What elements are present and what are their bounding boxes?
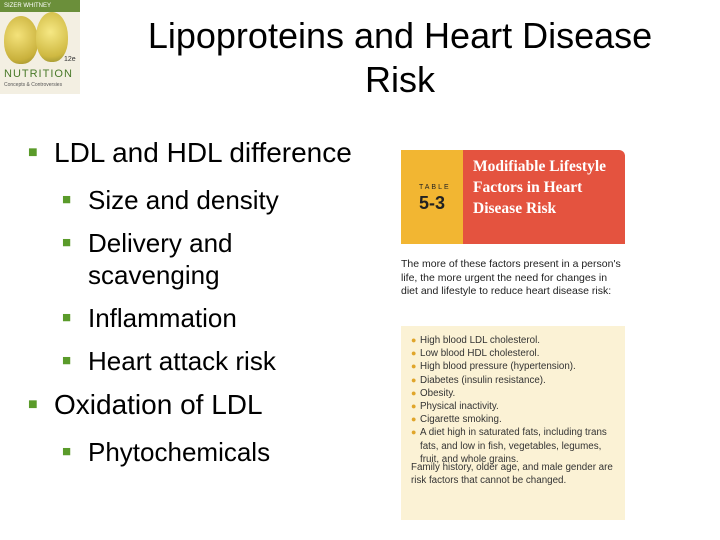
dot-bullet-icon: ● [411,401,417,412]
dot-bullet-icon: ● [411,374,417,385]
list-item [411,347,619,360]
bullet-text: Oxidation of LDL [54,389,263,420]
risk-factor-list [401,326,625,466]
square-bullet-icon: ■ [62,191,72,208]
dot-bullet-icon: ● [411,361,417,372]
pear-illustration [4,16,38,64]
sub-bullet-item [28,184,358,216]
bullet-text: Phytochemicals [88,437,271,467]
list-item [411,400,619,413]
table-header [401,150,625,244]
sub-bullet-item [28,227,358,291]
list-item-text: Physical inactivity. [420,401,499,413]
list-item [411,413,619,426]
cover-banner: SIZER WHITNEY [0,0,80,12]
slide-title [100,14,700,102]
bullet-item [28,388,358,422]
list-item [411,374,619,387]
dot-bullet-icon: ● [411,387,417,398]
table-heading: Modifiable Lifestyle Factors in Heart Disease Risk [473,158,607,217]
dot-bullet-icon: ● [411,427,417,438]
risk-factor-box [401,326,625,520]
bullet-text: LDL and HDL difference [54,137,352,168]
cover-subtitle: Concepts & Controversies [4,82,63,88]
pear-illustration [36,12,68,62]
book-cover-thumbnail [0,0,80,94]
list-item [411,360,619,373]
dot-bullet-icon: ● [411,335,417,345]
list-item-text: Low blood HDL cholesterol. [420,348,540,360]
list-item-text: High blood pressure (hypertension). [420,361,576,373]
square-bullet-icon: ■ [62,443,72,460]
cover-edition: 12e [64,56,76,63]
table-5-3-card [401,150,625,520]
list-item-text: Cigarette smoking. [420,414,502,426]
table-footnote: Family history, older age, and male gender are risk factors that cannot be changed. [411,462,613,486]
bullet-text: Size and density [88,185,279,215]
square-bullet-icon: ■ [62,234,72,251]
sub-bullet-item [28,436,358,468]
dot-bullet-icon: ● [411,348,417,359]
list-item-text: High blood LDL cholesterol. [420,335,540,346]
bullet-item [28,136,358,170]
list-item-text: Obesity. [420,387,456,399]
bullet-list [28,136,358,479]
table-intro: The more of these factors present in a person's life, the more urgent the need for changes in diet and lifestyle to reduce heart disease risk: [401,258,621,297]
square-bullet-icon: ■ [28,396,38,413]
square-bullet-icon: ■ [62,352,72,369]
table-number: 5-3 [419,193,446,213]
cover-brand: NUTRITION [4,68,73,80]
sub-bullet-item [28,345,358,377]
table-heading-block [463,150,625,244]
list-item-text: Diabetes (insulin resistance). [420,374,546,386]
bullet-text: Heart attack risk [88,346,276,376]
list-item-text: A diet high in saturated fats, including trans fats, and low in fish, vegetables, legumes, fruit, and whole grains. [420,427,607,465]
list-item [411,387,619,400]
square-bullet-icon: ■ [28,144,38,161]
sub-bullet-item [28,302,358,334]
table-label-block [401,150,463,244]
slide-title-line2: Risk [365,59,435,100]
list-item [411,334,619,347]
bullet-text: Inflammation [88,303,237,333]
square-bullet-icon: ■ [62,309,72,326]
table-label: TABLE [419,184,451,191]
bullet-text: Delivery and scavenging [88,228,233,290]
dot-bullet-icon: ● [411,414,417,425]
slide-title-line1: Lipoproteins and Heart Disease [147,15,653,56]
